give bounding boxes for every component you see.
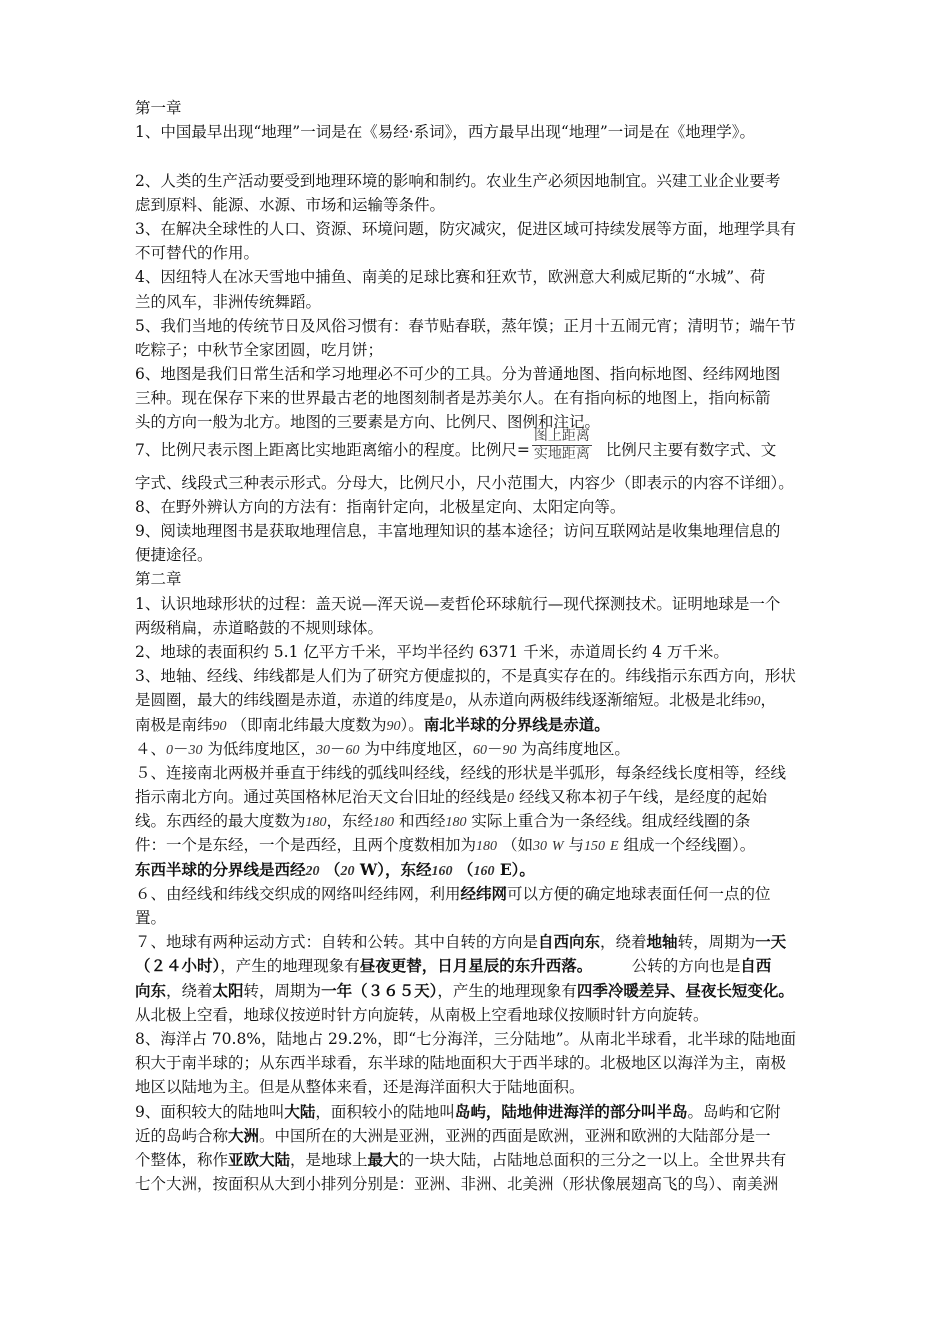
paragraph-line: 6、地图是我们日常生活和学习地理必不可少的工具。分为普通地图、指向标地图、经纬网地图 [135,365,781,384]
bold-text: 自西 [740,956,772,976]
paragraph-line [135,1100,825,1124]
text-run: － [329,739,346,758]
math-value: 90 [746,694,761,710]
paragraph-line: 便捷途径。 [135,546,213,565]
paragraph-line [135,979,825,1003]
fraction-denominator: 实地距离 [533,446,590,463]
paragraph-line [135,882,825,906]
text-run: 线。东西经的最大度数为 [135,812,306,831]
paragraph-line: 兰的风车，非洲传统舞蹈。 [135,292,322,311]
paragraph-line: 虑到原料、能源、水源、市场和运输等条件。 [135,195,446,214]
paragraph-line: ５、连接南北两极并垂直于纬线的弧线叫经线，经线的形状是半弧形，每条经线长度相等，经线 [135,763,787,782]
math-value: 60 [472,742,487,758]
text-run: ，产生的地理现象有 [437,981,577,1000]
text-run: 是圆圈，最大的纬线圈是赤道，赤道的纬度是 [135,691,446,710]
paragraph-line: 不可替代的作用。 [135,244,260,263]
text-run: ，从赤道向两极纬线逐渐缩短。北极是北纬 [452,691,747,710]
text-run: 转，周期为 [243,981,322,1000]
text-run: 为低纬度地区， [207,739,316,758]
text-run: 9、面积较大的陆地叫 [135,1102,285,1121]
scale-fraction [532,428,592,463]
paragraph-line: 8、在野外辨认方向的方法有：指南针定向，北极星定向、太阳定向等。 [135,497,626,516]
paragraph-line: 三种。现在保存下来的世界最古老的地图刻制者是苏美尔人。在有指向标的地图上，指向标箭 [135,389,771,408]
paragraph-line [135,713,825,737]
text-run: 指示南北方向。通过英国格林尼治天文台旧址的经线是 [135,788,508,807]
bold-text: 向东 [135,980,167,1000]
paragraph-line: 1、认识地球形状的过程：盖天说—浑天说—麦哲伦环球航行—现代探测技术。证明地球是一个 [135,594,781,613]
bold-text: 地轴 [646,932,678,952]
text-run: ６、由经线和纬线交织成的网络叫经纬网，利用 [135,884,461,903]
text-run: ４、 [135,739,167,758]
math-value: 90 [386,718,401,734]
text-run: 南极是南纬 [135,715,213,734]
math-value: 180 [445,815,467,831]
text-run: － [173,739,189,758]
scale-formula-line [135,428,825,471]
bold-text: 半岛 [656,1101,688,1121]
text-run: ，绕着 [166,981,213,1000]
paragraph-line: 两级稍扁，赤道略鼓的不规则球体。 [135,618,384,637]
text-run: ）。 [400,715,424,734]
text-run: ，东经 [326,812,374,831]
text-run: 比例尺主要有数字式、文 [605,440,777,459]
math-value: 30 [188,742,203,758]
text-run: 近的岛屿合称 [135,1126,229,1145]
bold-text: 昼夜更替，日月星辰的东升西落。 [359,956,593,976]
text-run: 实际上重合为一条经线。组成经线圈的条 [471,812,751,831]
paragraph-line [135,954,825,978]
text-run: 组成一个经线圈）。 [623,836,756,855]
math-value: 180 [476,839,498,855]
fraction-numerator: 图上距离 [533,428,590,445]
text-run: 的一块大陆，占陆地总面积的三分之一以上。全世界共有 [398,1150,787,1169]
bold-text: 南北半球的分界线是赤道。 [423,714,610,734]
paragraph-line: 1、中国最早出现“地理”一词是在《易经·系词》，西方最早出现“地理”一词是在《地理学》。 [135,123,755,142]
bold-text: 东西半球的分界线是西经 [135,859,306,879]
paragraph-line: 9、阅读地理图书是获取地理信息，丰富地理知识的基本途径；访问互联网站是收集地理信息的 [135,522,781,540]
text-run: 个整体，称作 [135,1150,229,1169]
bold-text: W），东经 [359,859,432,879]
paragraph-line: 头的方向一般为北方。地图的三要素是方向、比例尺、图例和注记。 [135,413,601,432]
document-body [135,96,825,1196]
paragraph-line [135,1148,825,1172]
text-run: ， [760,691,777,710]
math-value: 150 [584,839,606,855]
text-run: 为高纬度地区。 [521,739,630,758]
bold-text: 大洲 [228,1125,260,1145]
math-value: 60 [345,742,360,758]
text-run: 为中纬度地区， [364,739,473,758]
math-value: 0 [445,694,453,710]
math-value: 90 [502,742,517,758]
text-run: ，绕着 [600,933,647,952]
text-run: ，产生的地理现象有 [220,957,360,976]
bold-text: （ [457,859,474,879]
chapter-heading: 第一章 [135,99,182,117]
paragraph-line: 3、地轴、经线、纬线都是人们为了研究方便虚拟的，不是真实存在的。纬线指示东西方向，形状 [135,667,796,686]
bold-text: 岛屿 [454,1101,486,1121]
bold-text: 经纬网 [460,883,508,903]
text-run: 可以方便的确定地球表面任何一点的位 [507,884,771,903]
paragraph-line: 2、人类的生产活动要受到地理环境的影响和制约。农业生产必须因地制宜。兴建工业企业要考 [135,171,781,190]
math-value: 20 [305,863,320,879]
paragraph-line: 8、海洋占 70.8%，陆地占 29.2%，即“七分海洋，三分陆地”。从南北半球看，北半球的陆地面 [135,1029,797,1048]
blank-line [135,144,825,168]
bold-text: 太阳 [212,980,244,1000]
paragraph-line [135,737,825,761]
text-run: （如 [501,836,533,855]
text-run: 公转的方向也是 [631,957,741,976]
paragraph-line: 2、地球的表面积约 5.1 亿平方千米，平均半径约 6371 千米，赤道周长约 4 万千米。 [135,642,729,661]
math-value: 30 [315,742,330,758]
math-value: 30 [532,839,547,855]
math-value: 90 [212,718,227,734]
paragraph-line [135,785,825,809]
math-value: W [551,839,564,855]
text-run: － [486,739,503,758]
paragraph-line: 吃粽子；中秋节全家团圆，吃月饼； [135,340,384,359]
paragraph-line [135,858,825,882]
math-value: 0 [507,791,515,807]
text-run: 。中国所在的大洲是亚洲，亚洲的西面是欧洲，亚洲和欧洲的大陆部分是一 [259,1126,771,1145]
text-run: 7、比例尺表示图上距离比实地距离缩小的程度。比例尺= [135,440,530,459]
math-value: 180 [373,815,395,831]
paragraph-line [135,688,825,712]
chapter-heading: 第二章 [135,570,182,589]
bold-text: 自西向东 [538,932,601,952]
text-run: ，面积较小的陆地叫 [315,1102,455,1121]
bold-text: 最大 [367,1149,399,1169]
paragraph-line [135,833,825,857]
text-run: 转，周期为 [677,933,756,952]
paragraph-line: 3、在解决全球性的人口、资源、环境问题，防灾减灾，促进区域可持续发展等方面，地理学具有 [135,219,796,238]
bold-text: 四季冷暖差异、昼夜长短变化。 [576,980,794,1000]
math-value: 20 [340,863,355,879]
math-value: 160 [473,863,495,879]
text-run: 件：一个是东经，一个是西经，且两个度数相加为 [135,836,477,855]
text-run: 与 [568,836,585,855]
paragraph-line: 4、因纽特人在冰天雪地中捕鱼、南美的足球比赛和狂欢节，欧洲意大利威尼斯的“水城”、荷 [135,268,766,287]
bold-text: （２４小时） [135,956,221,976]
paragraph-line: 七个大洲，按面积从大到小排列分别是：亚洲、非洲、北美洲（形状像展翅高飞的鸟）、南美洲 [135,1175,779,1194]
math-value: 0 [166,742,174,758]
bold-text: ，陆地伸进海洋的部分叫 [485,1101,657,1121]
text-run: ，是地球上 [290,1150,368,1169]
bold-text: 大陆 [284,1101,316,1121]
bold-text: （ [324,859,341,879]
paragraph-line: 字式、线段式三种表示形式。分母大，比例尺小，尺小范围大，内容少（即表示的内容不详细）。 [135,473,794,492]
math-value: 180 [305,815,327,831]
paragraph-line: 积大于南半球的；从东西半球看，东半球的陆地面积大于西半球的。北极地区以海洋为主，南极 [135,1054,787,1073]
math-value: 160 [431,863,453,879]
math-value: E [609,839,619,855]
paragraph-line: 5、我们当地的传统节日及风俗习惯有：春节贴春联，蒸年馍；正月十五闹元宵；清明节；端午节 [135,316,796,335]
bold-text: E）。 [499,859,535,879]
text-run: ７、地球有两种运动方式：自转和公转。其中自转的方向是 [135,933,539,952]
text-run: （即南北纬最大度数为 [231,715,387,734]
paragraph-line: 地区以陆地为主。但是从整体来看，还是海洋面积大于陆地面积。 [135,1078,585,1097]
paragraph-line: 置。 [135,909,167,927]
bold-text: 亚欧大陆 [228,1149,291,1169]
bold-text: 一年（３６５天） [321,980,438,1000]
paragraph-line [135,930,825,954]
paragraph-line [135,809,825,833]
paragraph-line: 从北极上空看，地球仪按逆时针方向旋转，从南极上空看地球仪按顺时针方向旋转。 [135,1005,709,1024]
text-run: 和西经 [398,812,446,831]
bold-text: 一天 [755,932,787,952]
paragraph-line [135,1124,825,1148]
text-run: 经线又称本初子午线，是经度的起始 [518,788,767,807]
text-run: 。岛屿和它附 [687,1102,781,1121]
